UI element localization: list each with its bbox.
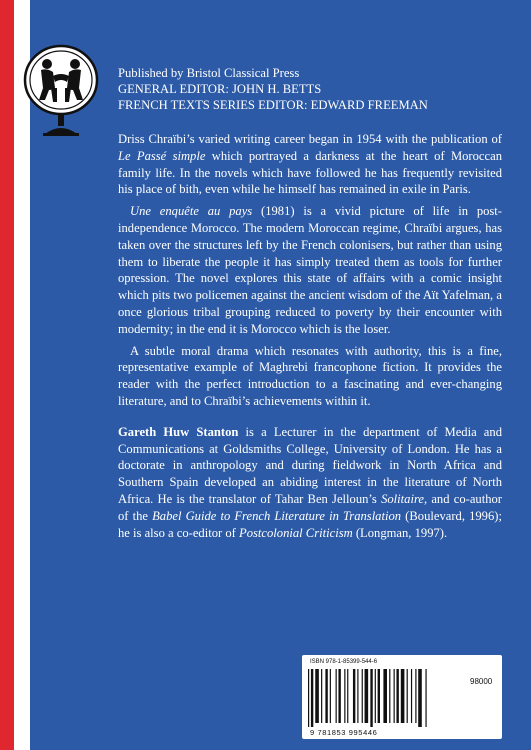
author-name: Gareth Huw Stanton [118,424,239,439]
barcode-bar [389,669,390,723]
book-title: Solitaire [381,491,424,506]
barcode-bar [365,669,369,723]
barcode-bar [308,669,309,727]
series-editor-line: FRENCH TEXTS SERIES EDITOR: EDWARD FREEMAN [118,98,428,112]
barcode-bar [338,669,340,723]
author-bio: Gareth Huw Stanton is a Lecturer in the department of Media and Communications at Goldsmiths College, University of London. He has a doctorate in anthropology and during fieldwork in North Africa and Southern Spain developed an abiding interest in the literature of North Africa. He is the translator of Tahar Ben Jelloun’s Solitaire, and co-author of the Babel Guide to French Literature in Translation (Boulevard, 1996); he is also a co-editor of Postcolonial Criticism (Longman, 1997). [118,424,502,540]
barcode-bar [325,669,327,723]
barcode-bar [401,669,405,723]
barcode-bar [311,669,313,727]
barcode-bar [362,669,363,723]
blurb-paragraph-2: Une enquête au pays (1981) is a vivid picture of life in post-independence Morocco. The modern Moroccan regime, Chraïbi argues, has taken over the structures left by the French colonisers, but rather than using them to liberate the people it has simply treated them as tools for further opression. The novel explores this state of affairs with a comic insight which pits two policemen against the ancient wisdom of the Aït Yafelman, a once glorious tribal grouping reduced to poverty by their encounter with modernity; in the end it is Morocco which is the loser. [118,204,503,336]
barcode-icon [308,669,466,727]
barcode-bar [425,669,426,727]
blurb-paragraph-3: A subtle moral drama which resonates with authority, this is a fine, representative example of Maghrebi francophone fiction. It provides the reader with the perfect introduction to a fascinating and ever-changing literature, and to Chraïbi’s achievements within it. [118,343,502,408]
barcode-bar [394,669,395,723]
barcode-bar [315,669,319,723]
isbn-label: ISBN 978-1-85399-544-6 [310,659,378,665]
barcode-bar [330,669,331,723]
barcode-bar [396,669,398,723]
general-editor-line: GENERAL EDITOR: JOHN H. BETTS [118,82,322,96]
book-title: Une enquête au pays [130,204,253,219]
book-title: Postcolonial Criticism [239,525,353,540]
book-title: Le Passé simple [118,148,206,163]
blurb-text [118,131,502,546]
barcode-bar [411,669,412,723]
blurb-paragraph-1: Driss Chraïbi’s varied writing career began in 1954 with the publication of Le Passé simple which portrayed a darkness at the heart of Moroccan family life. In the novels which have followed he has frequently revisited his place of bith, even while he himself has remained in exile in Paris. [118,132,502,197]
red-stripe [0,0,14,750]
barcode-bar [344,669,345,723]
barcode-bar [418,669,422,727]
barcode-bar [353,669,355,723]
barcode-bar [336,669,337,723]
barcode-bar [415,669,416,723]
barcode-bar [370,669,372,727]
barcode-digits: 9 781853 995446 [310,728,378,737]
publisher-line: Published by Bristol Classical Press [118,66,300,80]
barcode-bar [347,669,348,723]
barcode-bar [375,669,376,723]
publisher-info [118,65,508,113]
publisher-logo-icon [21,42,101,138]
barcode-bar [357,669,358,723]
barcode-bar [407,669,408,723]
barcode-bar [383,669,387,723]
barcode-bar [378,669,380,723]
book-title: Babel Guide to French Literature in Translation [152,508,402,523]
barcode-panel [302,655,502,739]
barcode-bar [321,669,322,723]
price-code: 98000 [470,677,493,686]
